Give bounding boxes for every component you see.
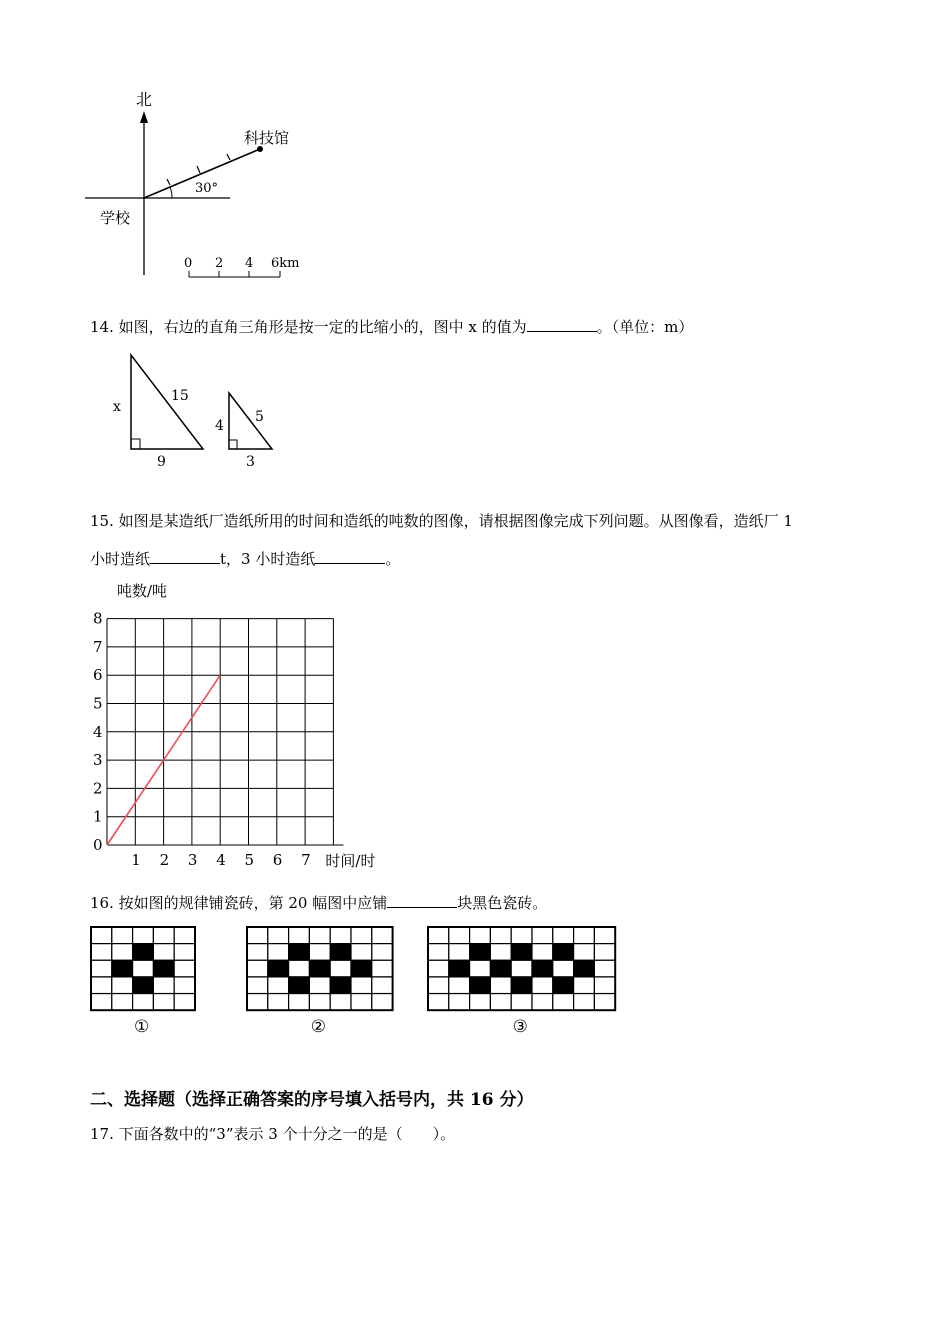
black-tile [268,960,289,977]
white-tile [91,944,112,961]
y-tick-label: 2 [93,779,103,798]
white-tile [574,927,595,944]
white-tile [594,977,615,994]
question-15-line2 [90,548,400,569]
small-hypotenuse: 5 [255,409,264,425]
black-tile [470,977,491,994]
white-tile [449,977,470,994]
white-tile [511,927,532,944]
white-tile [91,977,112,994]
white-tile [594,927,615,944]
x-tick-label: 5 [244,851,255,869]
question-15-line1: 15. 如图是某造纸厂造纸所用的时间和造纸的吨数的图像，请根据图像完成下列问题。从图像看，造纸厂 1 [90,512,793,530]
black-tile [470,944,491,961]
white-tile [112,994,133,1011]
white-tile [153,994,174,1011]
white-tile [91,960,112,977]
white-tile [574,944,595,961]
black-tile [532,960,553,977]
scale-tick-2: 2 [215,256,224,271]
white-tile [428,960,449,977]
x-axis-label: 时间/时 [325,852,376,870]
triangles-diagram [105,345,295,475]
big-leg-vertical: x [113,399,121,415]
white-tile [309,944,330,961]
white-tile [532,927,553,944]
black-tile [449,960,470,977]
white-tile [372,994,393,1011]
white-tile [428,994,449,1011]
white-tile [91,927,112,944]
white-tile [574,994,595,1011]
q15-answer-blank-2[interactable] [315,549,385,564]
origin-label: 学校 [100,209,131,227]
y-tick-label: 7 [93,637,103,656]
white-tile [112,944,133,961]
white-tile [309,927,330,944]
white-tile [112,977,133,994]
white-tile [532,977,553,994]
x-tick-label: 2 [159,851,170,869]
white-tile [289,994,310,1011]
black-tile [511,944,532,961]
white-tile [511,960,532,977]
white-tile [594,944,615,961]
black-tile [330,977,351,994]
white-tile [372,927,393,944]
white-tile [490,927,511,944]
white-tile [351,927,372,944]
question-16 [90,892,547,913]
big-leg-horizontal: 9 [157,454,166,470]
white-tile [449,944,470,961]
white-tile [153,927,174,944]
y-tick-label: 8 [93,609,103,628]
white-tile [133,994,154,1011]
white-tile [351,944,372,961]
white-tile [428,944,449,961]
small-leg-horizontal: 3 [246,454,255,470]
white-tile [247,960,268,977]
north-arrow-icon [140,111,148,123]
figure-number-label: ① [134,1017,150,1037]
black-tile [553,977,574,994]
white-tile [490,977,511,994]
white-tile [372,960,393,977]
black-tile [511,977,532,994]
black-tile [133,944,154,961]
white-tile [351,994,372,1011]
big-triangle [131,355,203,449]
black-tile [112,960,133,977]
question-14 [90,316,693,337]
y-tick-label: 0 [93,836,103,854]
big-right-angle-mark [131,439,140,449]
y-tick-label: 4 [93,722,103,741]
white-tile [247,994,268,1011]
q16-text-after: 块黑色瓷砖。 [457,894,548,912]
white-tile [133,960,154,977]
scale-tick-4: 4 [245,256,254,271]
y-tick-label: 1 [93,807,103,826]
white-tile [247,944,268,961]
small-triangle [229,393,272,449]
white-tile [309,994,330,1011]
white-tile [428,927,449,944]
small-right-angle-mark [229,440,237,449]
x-tick-label: 6 [272,851,283,869]
white-tile [574,977,595,994]
white-tile [470,927,491,944]
white-tile [112,927,133,944]
black-tile [289,944,310,961]
white-tile [490,994,511,1011]
compass-diagram [80,85,320,285]
north-label: 北 [136,90,153,109]
white-tile [133,927,154,944]
black-tile [574,960,595,977]
scale-tick-0: 0 [184,256,193,271]
section-2-title: 二、选择题（选择正确答案的序号填入括号内，共 16 分） [90,1090,534,1110]
figure-number-label: ③ [512,1017,528,1037]
white-tile [153,977,174,994]
destination-label: 科技馆 [244,129,290,147]
black-tile [490,960,511,977]
question-17: 17. 下面各数中的“3”表示 3 个十分之一的是（ ）。 [90,1125,456,1143]
q14-text-before: 14. 如图，右边的直角三角形是按一定的比缩小的，图中 x 的值为 [90,318,527,336]
white-tile [174,944,195,961]
tonnage-time-chart [85,578,395,873]
black-tile [133,977,154,994]
white-tile [174,994,195,1011]
x-tick-label: 7 [301,851,311,869]
x-tick-label: 1 [131,851,141,869]
y-axis-label: 吨数/吨 [117,582,168,600]
white-tile [553,960,574,977]
white-tile [289,927,310,944]
tile-patterns [85,922,625,1042]
white-tile [174,960,195,977]
white-tile [91,994,112,1011]
black-tile [553,944,574,961]
white-tile [289,960,310,977]
white-tile [470,994,491,1011]
small-leg-vertical: 4 [215,418,224,434]
black-tile [309,960,330,977]
white-tile [553,927,574,944]
white-tile [268,977,289,994]
white-tile [532,944,553,961]
y-tick-label: 3 [93,751,103,770]
white-tile [268,994,289,1011]
white-tile [594,960,615,977]
black-tile [351,960,372,977]
white-tile [594,994,615,1011]
white-tile [247,977,268,994]
white-tile [428,977,449,994]
white-tile [268,927,289,944]
white-tile [174,977,195,994]
white-tile [532,994,553,1011]
q16-text-before: 16. 按如图的规律铺瓷砖，第 20 幅图中应铺 [90,894,388,912]
white-tile [268,944,289,961]
white-tile [330,994,351,1011]
white-tile [309,977,330,994]
q15-text-a: 小时造纸 [90,550,151,568]
white-tile [330,960,351,977]
q16-answer-blank[interactable] [387,893,457,908]
white-tile [449,927,470,944]
q15-text-c: 。 [385,550,401,568]
white-tile [330,927,351,944]
q14-answer-blank[interactable] [527,317,597,332]
q15-answer-blank-1[interactable] [150,549,220,564]
black-tile [330,944,351,961]
q14-text-after: 。（单位：m） [596,318,694,336]
white-tile [351,977,372,994]
y-tick-label: 6 [93,666,103,685]
angle-label: 30° [195,181,219,196]
black-tile [289,977,310,994]
white-tile [490,944,511,961]
scale-tick-6km: 6km [271,256,300,271]
white-tile [449,994,470,1011]
x-tick-label: 4 [216,851,226,869]
white-tile [372,944,393,961]
y-tick-label: 5 [93,694,103,713]
figure-number-label: ② [310,1017,327,1037]
big-hypotenuse: 15 [171,388,189,404]
black-tile [153,960,174,977]
white-tile [247,927,268,944]
white-tile [553,994,574,1011]
white-tile [511,994,532,1011]
x-tick-label: 3 [187,851,198,869]
white-tile [470,960,491,977]
white-tile [372,977,393,994]
q15-text-b: t，3 小时造纸 [220,550,316,568]
white-tile [174,927,195,944]
white-tile [153,944,174,961]
